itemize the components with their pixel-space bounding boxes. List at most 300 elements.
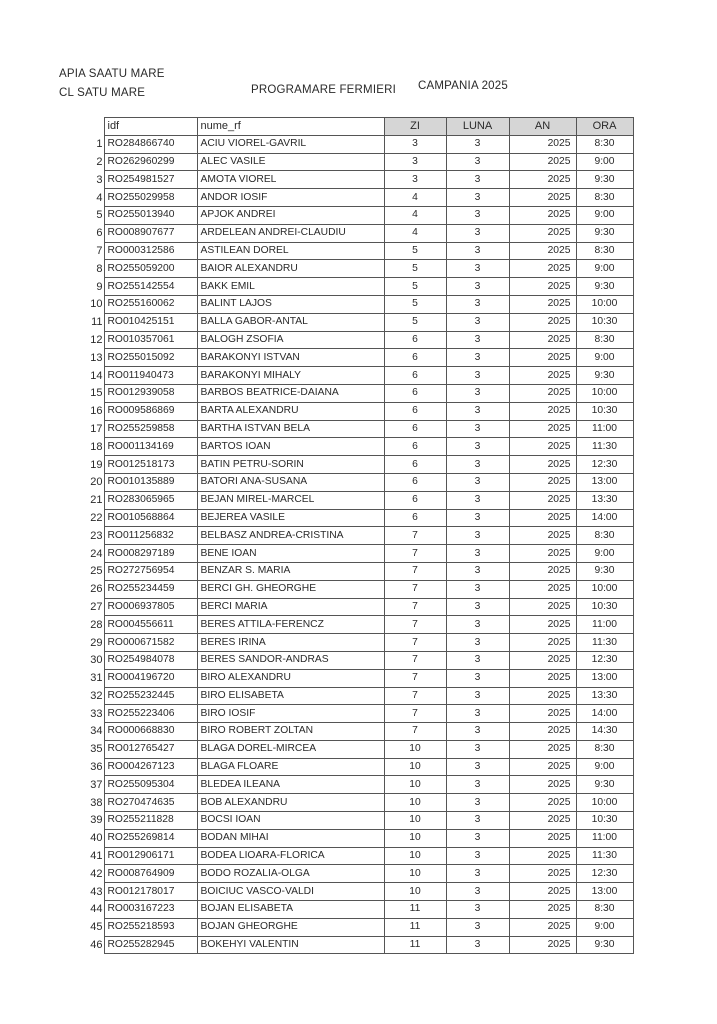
cell-luna: 3	[446, 171, 509, 189]
cell-idf: RO283065965	[104, 491, 197, 509]
cell-an: 2025	[509, 634, 576, 652]
table-row	[87, 616, 633, 634]
cell-idf: RO255282945	[104, 936, 197, 954]
cell-ora: 10:00	[576, 384, 633, 402]
cell-name: BERES IRINA	[197, 634, 384, 652]
table-row	[87, 456, 633, 474]
cell-zi: 5	[384, 295, 446, 313]
cell-zi: 5	[384, 242, 446, 260]
row-number: 14	[90, 369, 103, 382]
cell-ora: 11:00	[576, 829, 633, 847]
table-row	[87, 278, 633, 296]
cell-an: 2025	[509, 936, 576, 954]
cell-idf: RO011940473	[104, 367, 197, 385]
cell-name: BIRO ELISABETA	[197, 687, 384, 705]
cell-zi: 5	[384, 313, 446, 331]
table-row	[87, 687, 633, 705]
cell-zi: 7	[384, 545, 446, 563]
cell-name: BODEA LIOARA-FLORICA	[197, 847, 384, 865]
table-row	[87, 901, 633, 919]
cell-ora: 12:30	[576, 456, 633, 474]
cell-name: BARTA ALEXANDRU	[197, 402, 384, 420]
table-row	[87, 384, 633, 402]
cell-idf: RO255160062	[104, 295, 197, 313]
cell-ora: 12:30	[576, 865, 633, 883]
cell-name: BIRO ALEXANDRU	[197, 669, 384, 687]
cell-name: BALINT LAJOS	[197, 295, 384, 313]
table-row	[87, 634, 633, 652]
cell-ora: 10:30	[576, 812, 633, 830]
cell-an: 2025	[509, 438, 576, 456]
cell-luna: 3	[446, 153, 509, 171]
cell-an: 2025	[509, 509, 576, 527]
cell-luna: 3	[446, 295, 509, 313]
cell-zi: 3	[384, 135, 446, 153]
cell-an: 2025	[509, 473, 576, 491]
table-row	[87, 545, 633, 563]
cell-luna: 3	[446, 189, 509, 207]
cell-ora: 8:30	[576, 242, 633, 260]
cell-name: BOCSI IOAN	[197, 812, 384, 830]
cell-an: 2025	[509, 705, 576, 723]
cell-idf: RO004196720	[104, 669, 197, 687]
table-row	[87, 189, 633, 207]
cell-luna: 3	[446, 456, 509, 474]
cell-ora: 10:30	[576, 402, 633, 420]
cell-zi: 6	[384, 491, 446, 509]
cell-zi: 3	[384, 171, 446, 189]
cell-ora: 9:30	[576, 936, 633, 954]
cell-luna: 3	[446, 349, 509, 367]
cell-an: 2025	[509, 883, 576, 901]
cell-ora: 10:00	[576, 295, 633, 313]
cell-an: 2025	[509, 313, 576, 331]
cell-zi: 4	[384, 189, 446, 207]
table-row	[87, 206, 633, 224]
row-number: 22	[90, 511, 103, 524]
row-number: 2	[96, 155, 103, 168]
cell-idf: RO255269814	[104, 829, 197, 847]
cell-luna: 3	[446, 473, 509, 491]
cell-an: 2025	[509, 847, 576, 865]
row-number: 23	[90, 529, 103, 542]
cell-idf: RO011256832	[104, 527, 197, 545]
cell-an: 2025	[509, 206, 576, 224]
table-row	[87, 313, 633, 331]
cell-name: BERCI GH. GHEORGHE	[197, 580, 384, 598]
table-row	[87, 242, 633, 260]
cell-an: 2025	[509, 456, 576, 474]
cell-ora: 9:00	[576, 758, 633, 776]
cell-ora: 11:00	[576, 420, 633, 438]
cell-idf: RO255029958	[104, 189, 197, 207]
document-title: PROGRAMARE FERMIERI	[251, 84, 397, 96]
cell-name: BATORI ANA-SUSANA	[197, 473, 384, 491]
cell-idf: RO012178017	[104, 883, 197, 901]
row-number: 27	[90, 600, 103, 613]
row-number: 37	[90, 778, 103, 791]
cell-luna: 3	[446, 740, 509, 758]
row-number: 18	[90, 440, 103, 453]
cell-idf: RO255095304	[104, 776, 197, 794]
cell-zi: 3	[384, 153, 446, 171]
cell-ora: 8:30	[576, 189, 633, 207]
row-number: 45	[90, 921, 103, 934]
cell-an: 2025	[509, 153, 576, 171]
table-row	[87, 669, 633, 687]
cell-luna: 3	[446, 562, 509, 580]
table-row	[87, 812, 633, 830]
cell-ora: 14:00	[576, 509, 633, 527]
cell-an: 2025	[509, 794, 576, 812]
cell-zi: 7	[384, 687, 446, 705]
cell-name: BLAGA DOREL-MIRCEA	[197, 740, 384, 758]
table-row	[87, 651, 633, 669]
table-row	[87, 758, 633, 776]
cell-ora: 10:00	[576, 794, 633, 812]
column-header-luna: LUNA	[446, 118, 509, 136]
cell-idf: RO001134169	[104, 438, 197, 456]
cell-ora: 8:30	[576, 331, 633, 349]
cell-zi: 6	[384, 509, 446, 527]
table-row	[87, 402, 633, 420]
cell-idf: RO262960299	[104, 153, 197, 171]
row-number: 25	[90, 565, 103, 578]
table-row	[87, 135, 633, 153]
campaign-label: CAMPANIA 2025	[418, 80, 508, 92]
table-row	[87, 153, 633, 171]
cell-idf: RO255234459	[104, 580, 197, 598]
row-number: 40	[90, 832, 103, 845]
cell-ora: 9:00	[576, 260, 633, 278]
cell-name: BODO ROZALIA-OLGA	[197, 865, 384, 883]
row-number-header	[87, 118, 104, 136]
cell-idf: RO003167223	[104, 901, 197, 919]
cell-name: BARAKONYI ISTVAN	[197, 349, 384, 367]
cell-luna: 3	[446, 776, 509, 794]
cell-ora: 9:30	[576, 224, 633, 242]
column-header-zi: ZI	[384, 118, 446, 136]
cell-name: BARTHA ISTVAN BELA	[197, 420, 384, 438]
cell-name: BLEDEA ILEANA	[197, 776, 384, 794]
cell-an: 2025	[509, 278, 576, 296]
cell-luna: 3	[446, 936, 509, 954]
table-row	[87, 491, 633, 509]
table-header-row	[87, 118, 633, 136]
cell-name: BARBOS BEATRICE-DAIANA	[197, 384, 384, 402]
table-row	[87, 224, 633, 242]
cell-ora: 8:30	[576, 135, 633, 153]
cell-zi: 7	[384, 669, 446, 687]
cell-luna: 3	[446, 545, 509, 563]
cell-zi: 10	[384, 829, 446, 847]
cell-an: 2025	[509, 598, 576, 616]
cell-zi: 10	[384, 740, 446, 758]
cell-an: 2025	[509, 580, 576, 598]
cell-ora: 10:30	[576, 313, 633, 331]
cell-name: BALOGH ZSOFIA	[197, 331, 384, 349]
cell-idf: RO255211828	[104, 812, 197, 830]
cell-idf: RO270474635	[104, 794, 197, 812]
cell-an: 2025	[509, 918, 576, 936]
cell-luna: 3	[446, 865, 509, 883]
row-number: 11	[91, 316, 103, 329]
cell-idf: RO255232445	[104, 687, 197, 705]
cell-idf: RO009586869	[104, 402, 197, 420]
cell-name: BIRO IOSIF	[197, 705, 384, 723]
cell-zi: 7	[384, 527, 446, 545]
cell-zi: 6	[384, 384, 446, 402]
table-row	[87, 847, 633, 865]
cell-luna: 3	[446, 402, 509, 420]
cell-idf: RO004267123	[104, 758, 197, 776]
cell-an: 2025	[509, 651, 576, 669]
cell-name: BERES ATTILA-FERENCZ	[197, 616, 384, 634]
org-name: APIA SAATU MARE	[59, 68, 165, 80]
table-row	[87, 705, 633, 723]
row-number: 28	[90, 618, 103, 631]
cell-luna: 3	[446, 812, 509, 830]
cell-luna: 3	[446, 901, 509, 919]
cell-luna: 3	[446, 313, 509, 331]
cell-an: 2025	[509, 776, 576, 794]
cell-zi: 7	[384, 562, 446, 580]
cell-luna: 3	[446, 580, 509, 598]
cell-name: BAIOR ALEXANDRU	[197, 260, 384, 278]
row-number: 30	[90, 654, 103, 667]
cell-luna: 3	[446, 260, 509, 278]
cell-an: 2025	[509, 171, 576, 189]
cell-idf: RO008907677	[104, 224, 197, 242]
cell-luna: 3	[446, 669, 509, 687]
cell-name: BIRO ROBERT ZOLTAN	[197, 723, 384, 741]
row-number: 13	[90, 351, 103, 364]
cell-luna: 3	[446, 883, 509, 901]
cell-ora: 13:00	[576, 669, 633, 687]
cell-an: 2025	[509, 242, 576, 260]
table-row	[87, 598, 633, 616]
cell-zi: 7	[384, 598, 446, 616]
table-row	[87, 918, 633, 936]
cell-idf: RO012765427	[104, 740, 197, 758]
row-number: 10	[90, 298, 103, 311]
row-number: 26	[90, 583, 103, 596]
cell-an: 2025	[509, 901, 576, 919]
cell-zi: 6	[384, 420, 446, 438]
row-number: 33	[90, 707, 103, 720]
cell-name: BODAN MIHAI	[197, 829, 384, 847]
table-row	[87, 562, 633, 580]
table-row	[87, 260, 633, 278]
column-header-an: AN	[509, 118, 576, 136]
cell-an: 2025	[509, 527, 576, 545]
cell-zi: 6	[384, 402, 446, 420]
row-number: 7	[96, 244, 103, 257]
cell-ora: 9:00	[576, 206, 633, 224]
cell-name: BOB ALEXANDRU	[197, 794, 384, 812]
cell-luna: 3	[446, 420, 509, 438]
table-row	[87, 740, 633, 758]
table-row	[87, 936, 633, 954]
table-body	[87, 135, 633, 954]
cell-zi: 7	[384, 723, 446, 741]
cell-name: AMOTA VIOREL	[197, 171, 384, 189]
table-row	[87, 580, 633, 598]
row-number: 34	[90, 725, 103, 738]
cell-an: 2025	[509, 669, 576, 687]
row-number: 24	[90, 547, 103, 560]
cell-an: 2025	[509, 189, 576, 207]
cell-name: ACIU VIOREL-GAVRIL	[197, 135, 384, 153]
table-row	[87, 367, 633, 385]
cell-zi: 10	[384, 883, 446, 901]
cell-idf: RO255059200	[104, 260, 197, 278]
cell-an: 2025	[509, 331, 576, 349]
row-number: 46	[90, 939, 103, 952]
cell-name: BENZAR S. MARIA	[197, 562, 384, 580]
cell-idf: RO012939058	[104, 384, 197, 402]
cell-zi: 10	[384, 776, 446, 794]
cell-an: 2025	[509, 723, 576, 741]
table-row	[87, 865, 633, 883]
cell-ora: 13:30	[576, 491, 633, 509]
cell-zi: 7	[384, 616, 446, 634]
cell-ora: 9:30	[576, 562, 633, 580]
column-header-name: nume_rf	[197, 118, 384, 136]
cell-an: 2025	[509, 562, 576, 580]
cell-zi: 5	[384, 278, 446, 296]
cell-name: BERCI MARIA	[197, 598, 384, 616]
table-row	[87, 527, 633, 545]
cell-zi: 4	[384, 206, 446, 224]
cell-idf: RO010425151	[104, 313, 197, 331]
cell-an: 2025	[509, 740, 576, 758]
row-number: 31	[90, 672, 103, 685]
column-header-idf: idf	[104, 118, 197, 136]
cell-zi: 7	[384, 705, 446, 723]
row-number: 29	[90, 636, 103, 649]
table-row	[87, 349, 633, 367]
cell-an: 2025	[509, 224, 576, 242]
row-number: 44	[90, 903, 103, 916]
cell-ora: 11:30	[576, 438, 633, 456]
row-number: 8	[96, 262, 103, 275]
cell-idf: RO255259858	[104, 420, 197, 438]
row-number: 5	[96, 209, 103, 222]
cell-idf: RO010568864	[104, 509, 197, 527]
cell-name: BEJEREA VASILE	[197, 509, 384, 527]
cell-idf: RO010135889	[104, 473, 197, 491]
cell-idf: RO000671582	[104, 634, 197, 652]
cell-an: 2025	[509, 260, 576, 278]
cell-idf: RO255218593	[104, 918, 197, 936]
cell-ora: 9:00	[576, 545, 633, 563]
cell-name: BOJAN GHEORGHE	[197, 918, 384, 936]
cell-name: ANDOR IOSIF	[197, 189, 384, 207]
cell-luna: 3	[446, 705, 509, 723]
cell-zi: 6	[384, 367, 446, 385]
row-number: 4	[96, 191, 103, 204]
cell-name: BOKEHYI VALENTIN	[197, 936, 384, 954]
cell-zi: 6	[384, 331, 446, 349]
cell-name: ALEC VASILE	[197, 153, 384, 171]
cell-ora: 9:30	[576, 171, 633, 189]
cell-name: BERES SANDOR-ANDRAS	[197, 651, 384, 669]
row-number: 41	[90, 850, 103, 863]
cell-an: 2025	[509, 491, 576, 509]
cell-ora: 11:30	[576, 847, 633, 865]
cell-zi: 6	[384, 438, 446, 456]
cell-zi: 11	[384, 918, 446, 936]
cell-zi: 6	[384, 473, 446, 491]
cell-ora: 8:30	[576, 740, 633, 758]
cell-an: 2025	[509, 402, 576, 420]
cell-ora: 9:00	[576, 349, 633, 367]
cell-ora: 8:30	[576, 527, 633, 545]
cell-ora: 9:00	[576, 153, 633, 171]
cell-luna: 3	[446, 651, 509, 669]
cell-an: 2025	[509, 295, 576, 313]
row-number: 15	[90, 387, 103, 400]
cell-idf: RO255013940	[104, 206, 197, 224]
cell-name: BLAGA FLOARE	[197, 758, 384, 776]
row-number: 17	[90, 422, 103, 435]
cell-luna: 3	[446, 634, 509, 652]
cell-idf: RO254981527	[104, 171, 197, 189]
cell-idf: RO010357061	[104, 331, 197, 349]
cell-ora: 13:00	[576, 473, 633, 491]
cell-ora: 10:00	[576, 580, 633, 598]
cell-luna: 3	[446, 598, 509, 616]
row-number: 1	[96, 138, 103, 151]
cell-an: 2025	[509, 758, 576, 776]
cell-zi: 5	[384, 260, 446, 278]
row-number: 38	[90, 796, 103, 809]
cell-name: APJOK ANDREI	[197, 206, 384, 224]
cell-an: 2025	[509, 135, 576, 153]
cell-ora: 8:30	[576, 901, 633, 919]
cell-luna: 3	[446, 367, 509, 385]
cell-idf: RO006937805	[104, 598, 197, 616]
cell-ora: 13:30	[576, 687, 633, 705]
row-number: 9	[96, 280, 103, 293]
table-row	[87, 420, 633, 438]
cell-luna: 3	[446, 918, 509, 936]
cell-an: 2025	[509, 865, 576, 883]
cell-luna: 3	[446, 491, 509, 509]
cell-idf: RO004556611	[104, 616, 197, 634]
cell-ora: 9:30	[576, 776, 633, 794]
cell-luna: 3	[446, 616, 509, 634]
row-number: 35	[90, 743, 103, 756]
cell-an: 2025	[509, 384, 576, 402]
cell-idf: RO008297189	[104, 545, 197, 563]
row-number: 21	[90, 494, 103, 507]
cell-an: 2025	[509, 812, 576, 830]
row-number: 20	[90, 476, 103, 489]
cell-luna: 3	[446, 224, 509, 242]
cell-ora: 9:30	[576, 278, 633, 296]
cell-zi: 10	[384, 794, 446, 812]
cell-name: BOJAN ELISABETA	[197, 901, 384, 919]
cell-an: 2025	[509, 349, 576, 367]
cell-luna: 3	[446, 509, 509, 527]
cell-ora: 9:00	[576, 918, 633, 936]
cell-luna: 3	[446, 758, 509, 776]
cell-an: 2025	[509, 616, 576, 634]
cell-name: BELBASZ ANDREA-CRISTINA	[197, 527, 384, 545]
cell-luna: 3	[446, 794, 509, 812]
